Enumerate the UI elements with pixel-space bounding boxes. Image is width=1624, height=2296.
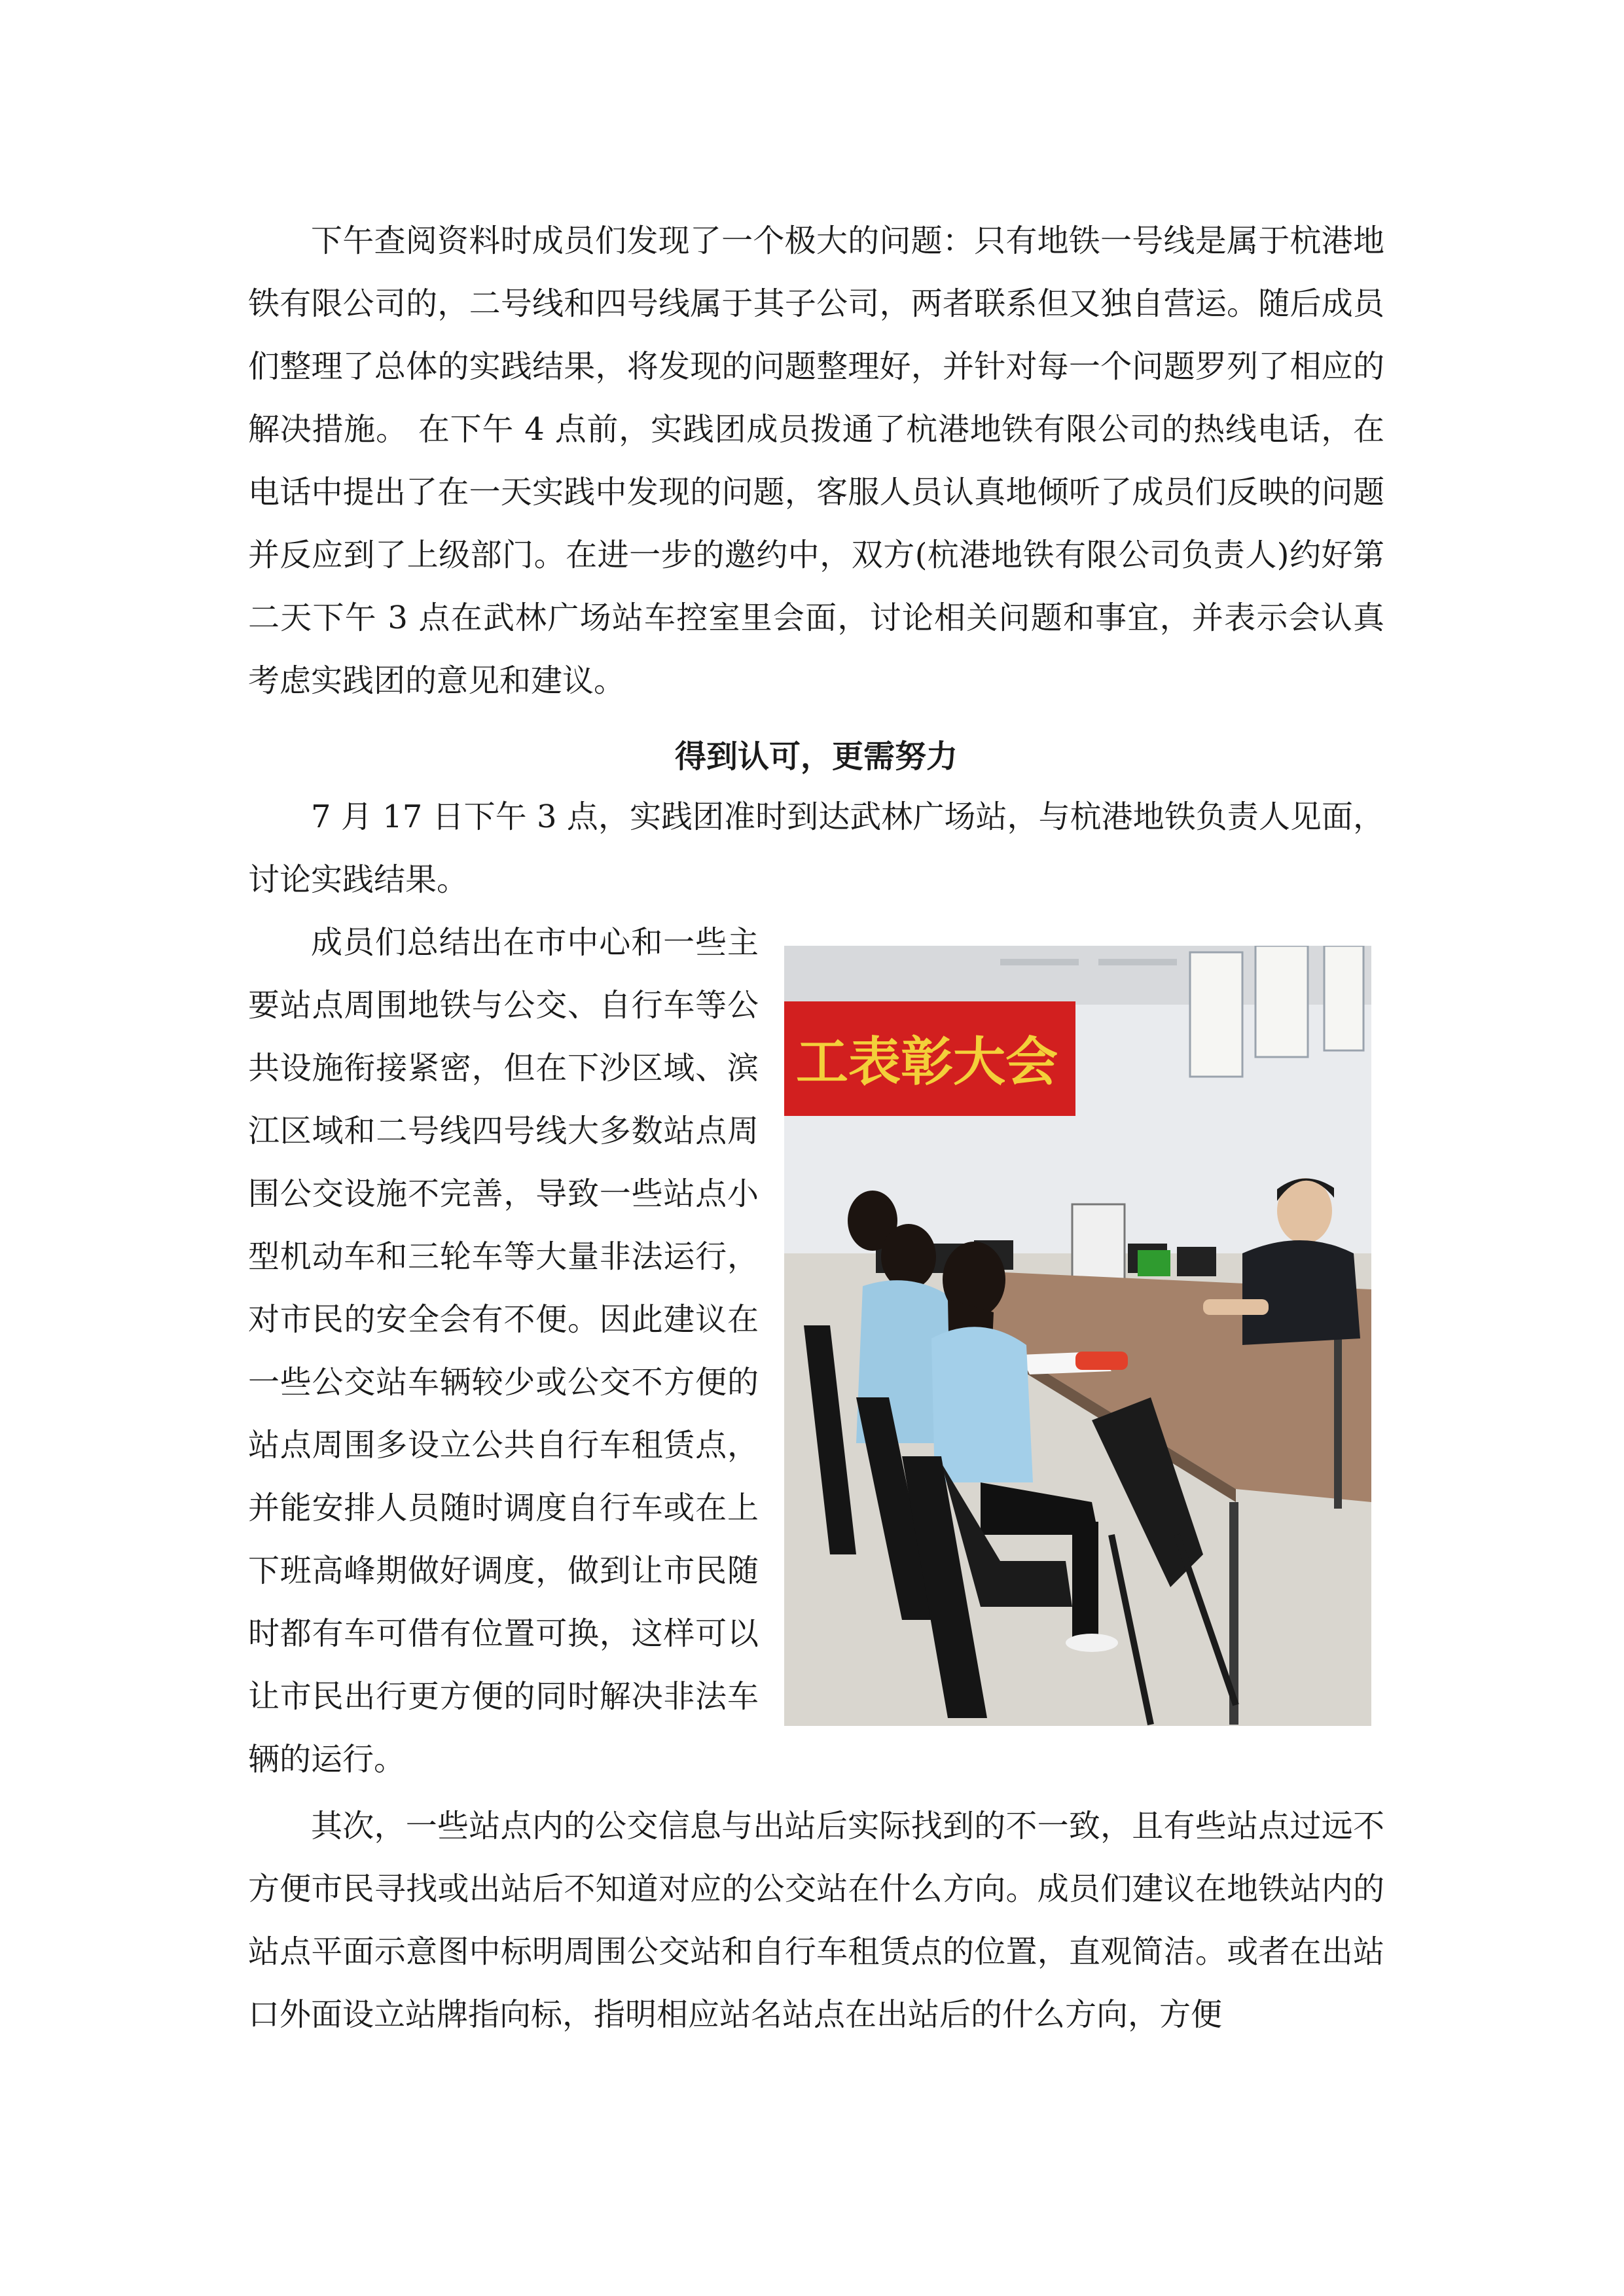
section-heading: 得到认可，更需努力: [674, 738, 958, 775]
paragraph-suggestion-bikes: 成员们总结出在市中心和一些主要站点周围地铁与公交、自行车等公共设施衔接紧密，但在下沙区域、滨江区域和二号线四号线大多数站点周围公交设施不完善，导致一些站点小型机动车和三轮车等大量非法运行，对市民的安全会有不便。因此建议在一些公交站车辆较少或公交不方便的站点周围多设立公共自行车租赁点，并能安排人员随时调度自行车或在上下班高峰期做好调度，做到让市民随时都有车可借有位置可换，这样可以让市民出行更方便的同时解决非法车辆的运行。: [248, 924, 759, 1778]
chair: [1177, 1247, 1216, 1276]
man-body: [1242, 1240, 1360, 1345]
meeting-photo: [784, 946, 1371, 1726]
paragraph-suggestion-signs: 其次，一些站点内的公交信息与出站后实际找到的不一致，且有些站点过远不方便市民寻找或出站后不知道对应的公交站在什么方向。成员们建议在地铁站内的站点平面示意图中标明周围公交站和自行车租赁点的位置，直观简洁。或者在出站口外面设立站牌指向标，指明相应站名站点在出站后的什么方向，方便: [248, 1808, 1384, 2033]
notice-board: [1190, 952, 1242, 1077]
paragraph-meeting: 7 月 17 日下午 3 点，实践团准时到达武林广场站，与杭港地铁负责人见面，讨论实践结果。: [248, 798, 1384, 898]
meeting-photo-illustration: [784, 946, 1371, 1726]
pencil-case: [1075, 1352, 1128, 1370]
woman-body: [931, 1327, 1033, 1482]
notice-board: [1255, 946, 1308, 1057]
banner-text: 工表彰大会: [796, 1031, 1058, 1092]
paragraph-phone-call: 下午查阅资料时成员们发现了一个极大的问题：只有地铁一号线是属于杭港地铁有限公司的，二号线和四号线属于其子公司，两者联系但又独自营运。随后成员们整理了总体的实践结果，将发现的问题整理好，并针对每一个问题罗列了相应的解决措施。 在下午 4 点前，实践团成员拨通了杭港地铁有限公司的热线电话，在电话中提出了在一天实践中发现的问题，客服人员认真地倾听了成员们反映的问题并反应到了上级部门。在进一步的邀约中，双方(杭港地铁有限公司负责人)约好第二天下午 3 点在武林广场站车控室里会面，讨论相关问题和事宜，并表示会认真考虑实践团的意见和建议。: [248, 223, 1384, 699]
woman-head: [881, 1224, 936, 1289]
notice-board: [1324, 946, 1363, 1050]
green-bag: [1138, 1250, 1170, 1276]
